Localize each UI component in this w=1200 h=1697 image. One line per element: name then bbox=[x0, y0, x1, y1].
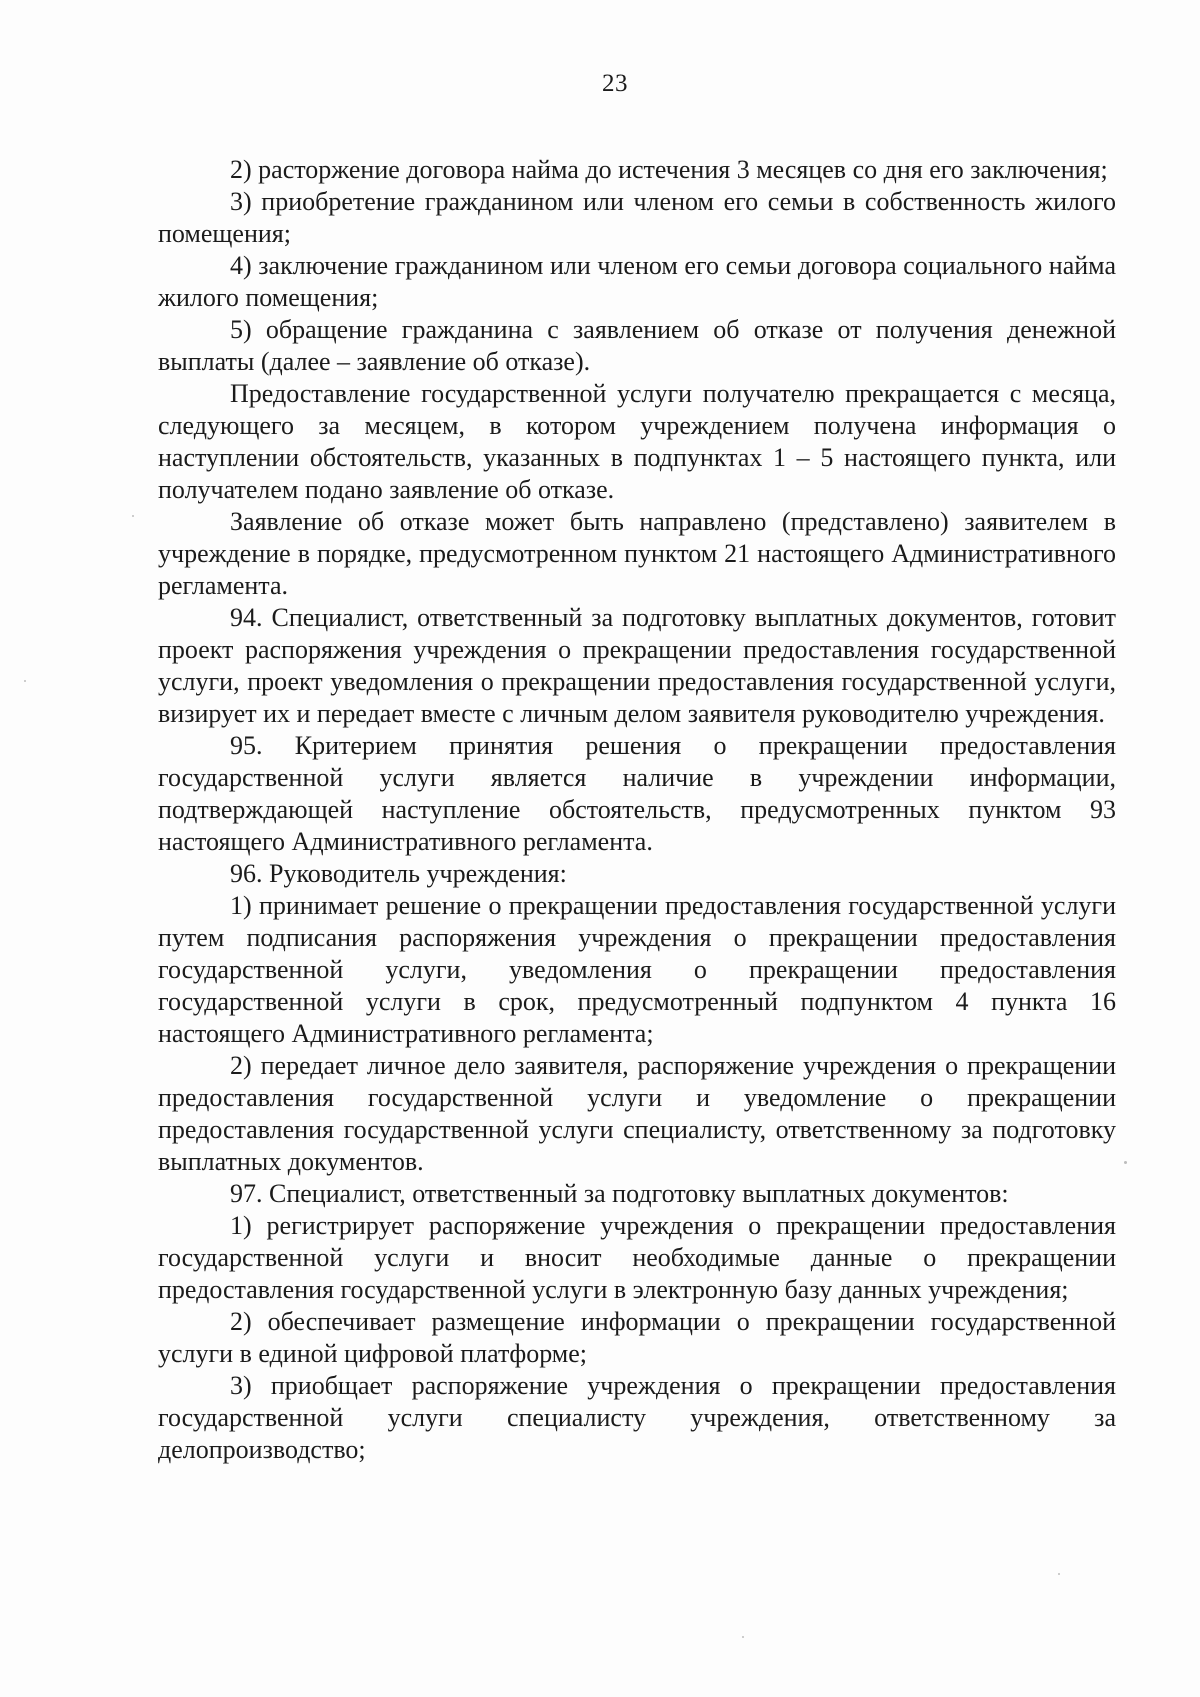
paragraph: 1) регистрирует распоряжение учреждения о прекращении предоставления государственной услуги и вносит необходимые данные о прекращении предоставления государственной услуги в электронную базу данных учреждения; bbox=[158, 1211, 1116, 1304]
paragraph: 96. Руководитель учреждения: bbox=[230, 859, 567, 888]
document-body bbox=[158, 154, 1116, 1466]
paragraph: Предоставление государственной услуги получателю прекращается с месяца, следующего за месяцем, в котором учреждением получена информация о наступлении обстоятельств, указанных в подпунктах 1 – 5 настоящего пункта, или получателем подано заявление об отказе. bbox=[158, 379, 1116, 504]
paragraph: 2) обеспечивает размещение информации о прекращении государственной услуги в единой цифровой платформе; bbox=[158, 1307, 1116, 1368]
scan-speck bbox=[24, 680, 26, 682]
paragraph: 3) приобретение гражданином или членом его семьи в собственность жилого помещения; bbox=[158, 187, 1116, 248]
page-number: 23 bbox=[602, 70, 628, 97]
paragraph: 4) заключение гражданином или членом его семьи договора социального найма жилого помещения; bbox=[158, 251, 1116, 312]
scan-speck bbox=[1124, 1161, 1127, 1164]
paragraph: 2) расторжение договора найма до истечения 3 месяцев со дня его заключения; bbox=[230, 155, 1108, 184]
scan-speck bbox=[132, 515, 134, 517]
paragraph: 97. Специалист, ответственный за подготовку выплатных документов: bbox=[230, 1179, 1009, 1208]
scan-speck bbox=[742, 1636, 744, 1638]
paragraph: 94. Специалист, ответственный за подготовку выплатных документов, готовит проект распоряжения учреждения о прекращении предоставления государственной услуги, проект уведомления о прекращении предоставления государственной услуги, визирует их и передает вместе с личным делом заявителя руководителю учреждения. bbox=[158, 603, 1116, 728]
paragraph: 1) принимает решение о прекращении предоставления государственной услуги путем подписания распоряжения учреждения о прекращении предоставления государственной услуги, уведомления о прекращении предоставления государственной услуги в срок, предусмотренный подпунктом 4 пункта 16 настоящего Административного регламента; bbox=[158, 891, 1116, 1048]
scan-speck bbox=[1058, 1573, 1060, 1575]
paragraph: 5) обращение гражданина с заявлением об отказе от получения денежной выплаты (далее – заявление об отказе). bbox=[158, 315, 1116, 376]
paragraph: 95. Критерием принятия решения о прекращении предоставления государственной услуги является наличие в учреждении информации, подтверждающей наступление обстоятельств, предусмотренных пунктом 93 настоящего Административного регламента. bbox=[158, 731, 1116, 856]
paragraph: 3) приобщает распоряжение учреждения о прекращении предоставления государственной услуги специалисту учреждения, ответственному за делопроизводство; bbox=[158, 1371, 1116, 1464]
paragraph: Заявление об отказе может быть направлено (представлено) заявителем в учреждение в порядке, предусмотренном пунктом 21 настоящего Административного регламента. bbox=[158, 507, 1116, 600]
paragraph: 2) передает личное дело заявителя, распоряжение учреждения о прекращении предоставления государственной услуги и уведомление о прекращении предоставления государственной услуги специалисту, ответственному за подготовку выплатных документов. bbox=[158, 1051, 1116, 1176]
